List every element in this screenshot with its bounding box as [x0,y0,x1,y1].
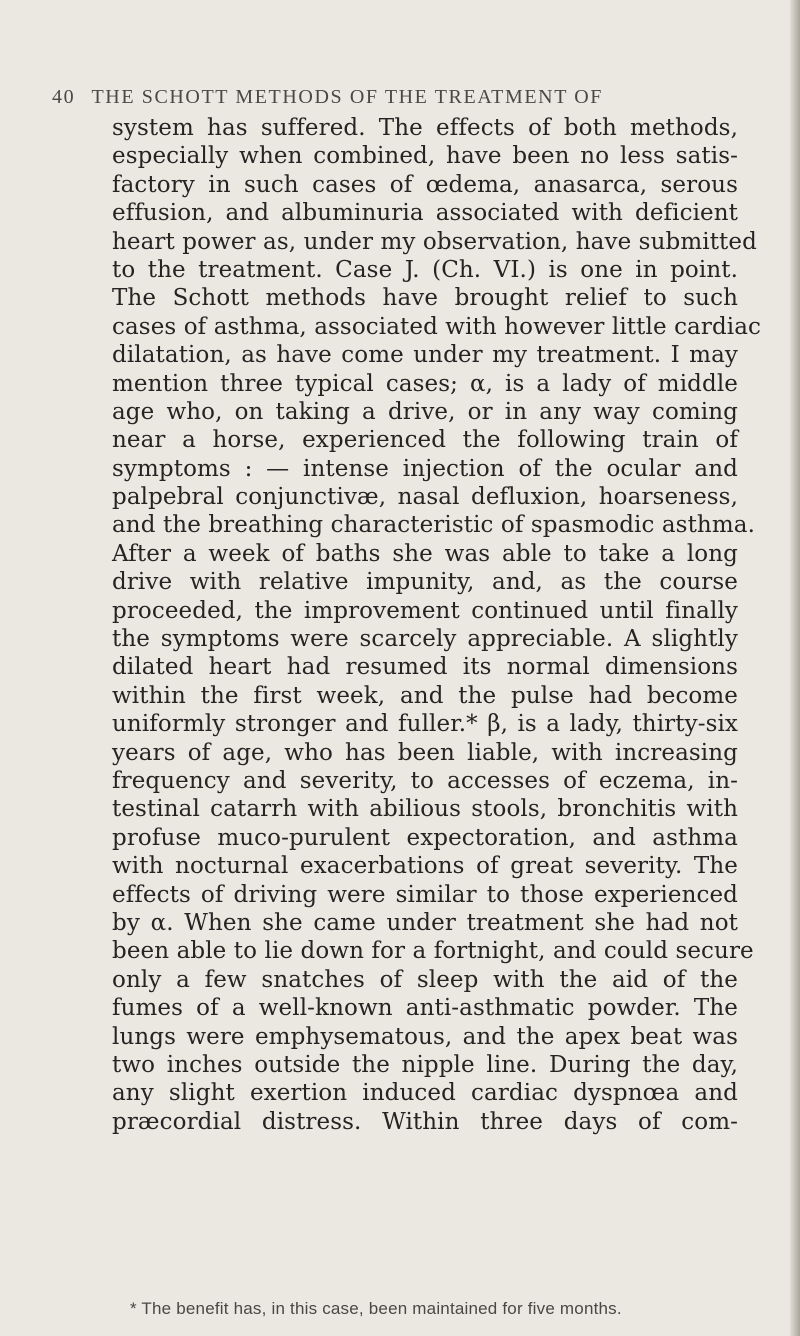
text-line: palpebral conjunctivæ, nasal defluxion, hoarseness, [112,484,738,511]
text-line: præcordial distress. Within three days of com- [112,1108,738,1135]
text-line: any slight exertion induced cardiac dyspnœa and [112,1080,738,1107]
text-line: by α. When she came under treatment she had not [112,909,738,936]
text-line: only a few snatches of sleep with the aid of the [112,966,738,993]
text-line: been able to lie down for a fortnight, and could secure [112,938,754,965]
page-number: 40 [52,86,76,108]
text-line: uniformly stronger and fuller.* β, is a lady, thirty-six [112,711,738,738]
text-line: lungs were emphysematous, and the apex beat was [112,1023,738,1050]
text-line: and the breathing characteristic of spasmodic asthma. [112,512,755,539]
text-line: especially when combined, have been no less satis- [112,143,738,170]
text-line: symptoms : — intense injection of the ocular and [112,455,738,482]
text-line: frequency and severity, to accesses of eczema, in- [112,767,738,794]
text-line: years of age, who has been liable, with increasing [112,739,738,766]
text-line: age who, on taking a drive, or in any way coming [112,398,738,425]
text-line: system has suffered. The effects of both methods, [112,115,738,141]
text-line: profuse muco-purulent expectoration, and asthma [112,824,738,851]
text-line: effusion, and albuminuria associated with deficient [112,200,738,227]
text-line: factory in such cases of œdema, anasarca, serous [112,171,738,198]
text-line: fumes of a well-known anti-asthmatic powder. The [112,995,738,1022]
text-line: mention three typical cases; α, is a lady of middle [112,370,738,397]
text-line: two inches outside the nipple line. During the day, [112,1051,738,1078]
text-line: to the treatment. Case J. (Ch. VI.) is one in point. [112,256,738,283]
body-text [112,114,762,1136]
text-line: dilatation, as have come under my treatment. I may [112,342,738,369]
text-line: with nocturnal exacerbations of great severity. The [112,853,738,880]
running-title: THE SCHOTT METHODS OF THE TREATMENT OF [91,86,604,108]
text-line: the symptoms were scarcely appreciable. A slightly [112,626,738,653]
text-line: The Schott methods have brought relief to such [112,285,738,312]
text-line: effects of driving were similar to those experienced [112,881,738,908]
page-edge-shadow [790,0,800,1336]
text-line: drive with relative impunity, and, as the course [112,569,738,596]
footnote: * The benefit has, in this case, been maintained for five months. [130,1299,622,1318]
text-line: testinal catarrh with abilious stools, bronchitis with [112,796,738,823]
text-line: proceeded, the improvement continued until finally [112,597,738,624]
text-line: cases of asthma, associated with however little cardiac [112,313,762,340]
text-line: dilated heart had resumed its normal dimensions [112,654,738,681]
text-line: heart power as, under my observation, have submitted [112,228,757,255]
running-header [52,86,752,109]
text-line: near a horse, experienced the following train of [112,427,738,454]
text-line: After a week of baths she was able to take a long [112,540,738,567]
text-line: within the first week, and the pulse had become [112,682,738,709]
